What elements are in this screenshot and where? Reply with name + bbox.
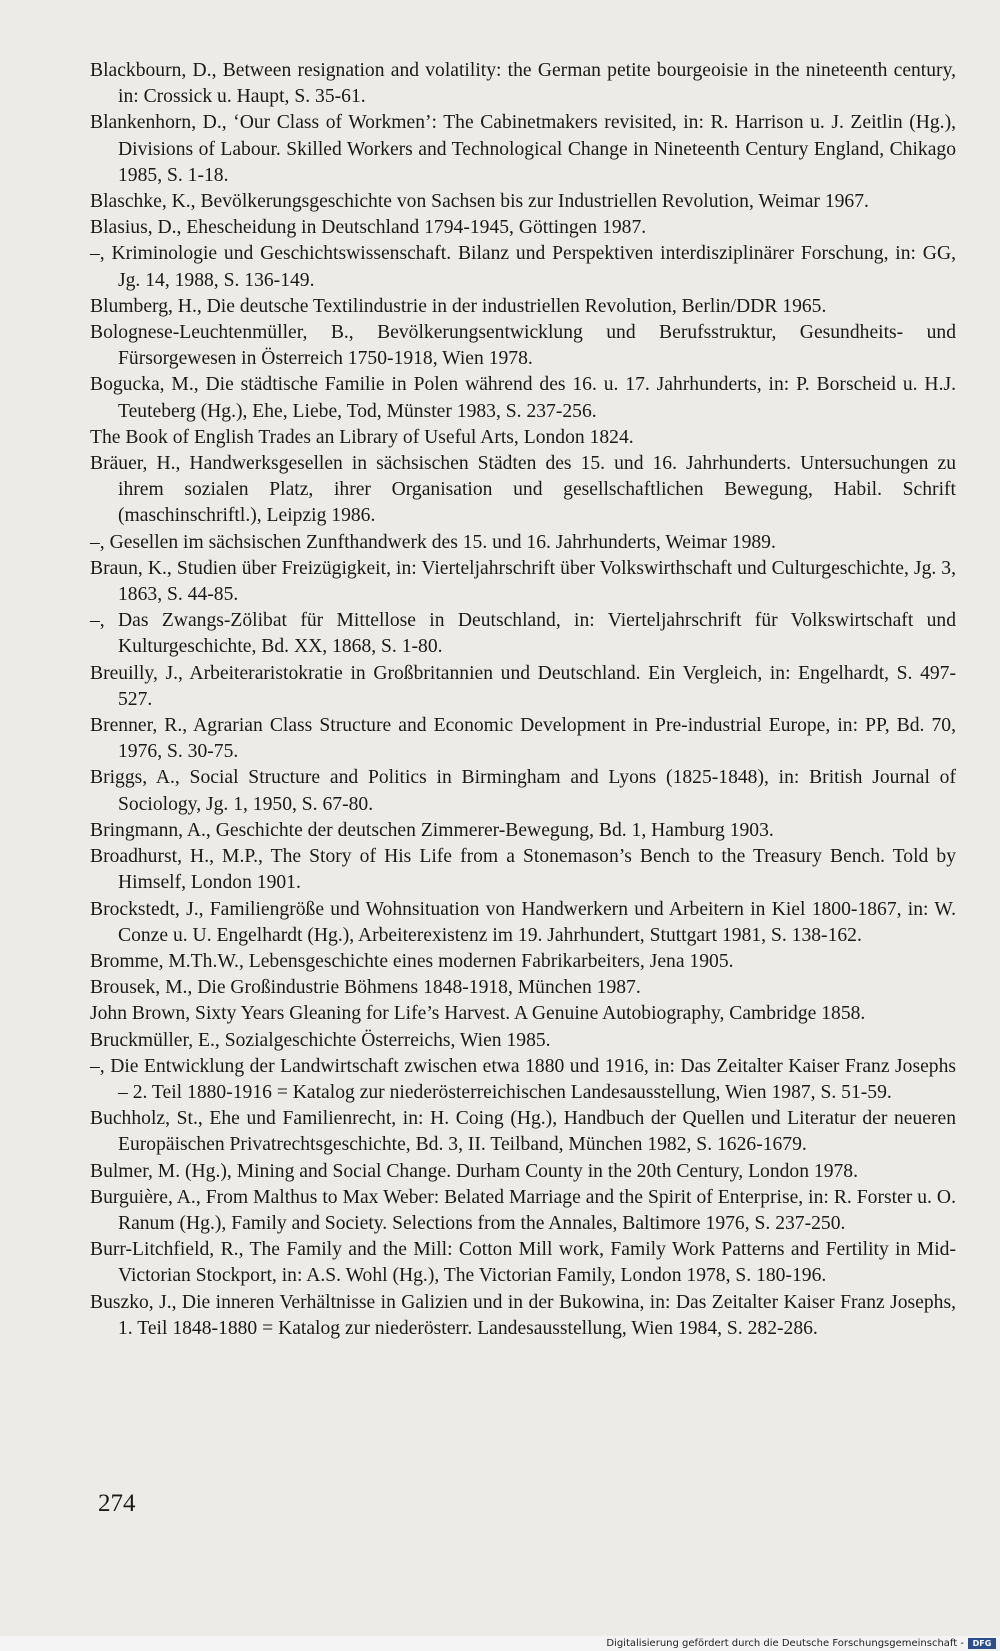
bibliography-entry: Burguière, A., From Malthus to Max Weber: Belated Marriage and the Spirit of Enterprise, in: R. Forster u. O. Ranum (Hg.), Family and Society. Selections from the Annales, Baltimore 1976, S. 237-250. <box>90 1186 956 1234</box>
bibliography-entry: Buszko, J., Die inneren Verhältnisse in Galizien und in der Bukowina, in: Das Zeitalter Kaiser Franz Josephs, 1. Teil 1848-1880 = Katalog zur niederösterr. Landesausstellung, Wien 1984, S. 282-286. <box>90 1291 956 1339</box>
bibliography-list <box>90 58 956 1342</box>
bibliography-entry: Blaschke, K., Bevölkerungsgeschichte von Sachsen bis zur Industriellen Revolution, Weimar 1967. <box>90 191 869 213</box>
bibliography-entry: Breuilly, J., Arbeiteraristokratie in Großbritannien und Deutschland. Ein Vergleich, in: Engelhardt, S. 497-527. <box>90 662 956 710</box>
bibliography-entry: Bräuer, H., Handwerksgesellen in sächsischen Städten des 15. und 16. Jahrhunderts. Untersuchungen zu ihrem sozialen Platz, ihrer Organisation und gesellschaftlichen Bewegung, Habil. Schrift (maschinschriftl.), Leipzig 1986. <box>90 453 956 527</box>
bibliography-entry: Bruckmüller, E., Sozialgeschichte Österreichs, Wien 1985. <box>90 1029 551 1051</box>
bibliography-entry: Briggs, A., Social Structure and Politics in Birmingham and Lyons (1825-1848), in: British Journal of Sociology, Jg. 1, 1950, S. 67-80. <box>90 767 956 815</box>
bibliography-entry: Bringmann, A., Geschichte der deutschen Zimmerer-Bewegung, Bd. 1, Hamburg 1903. <box>90 819 774 841</box>
bibliography-entry: Blasius, D., Ehescheidung in Deutschland 1794-1945, Göttingen 1987. <box>90 217 647 239</box>
footer-credit: Digitalisierung gefördert durch die Deutsche Forschungsgemeinschaft - <box>606 1638 964 1649</box>
bibliography-entry: –, Die Entwicklung der Landwirtschaft zwischen etwa 1880 und 1916, in: Das Zeitalter Kaiser Franz Josephs – 2. Teil 1880-1916 = Katalog zur niederösterreichischen Landesausstellung, Wien 1987, S. 51-59. <box>90 1055 956 1103</box>
bibliography-entry: Bolognese-Leuchtenmüller, B., Bevölkerungsentwicklung und Berufsstruktur, Gesundheits- und Fürsorgewesen in Österreich 1750-1918, Wien 1978. <box>90 322 956 370</box>
bibliography-entry: Buchholz, St., Ehe und Familienrecht, in: H. Coing (Hg.), Handbuch der Quellen und Literatur der neueren Europäischen Privatrechtsgeschichte, Bd. 3, II. Teilband, München 1982, S. 1626-1679. <box>90 1108 956 1156</box>
dfg-logo: DFG <box>968 1638 996 1649</box>
bibliography-entry: –, Gesellen im sächsischen Zunfthandwerk des 15. und 16. Jahrhunderts, Weimar 1989. <box>90 531 776 553</box>
bibliography-entry: Braun, K., Studien über Freizügigkeit, in: Vierteljahrschrift über Volkswirthschaft und Culturgeschichte, Jg. 3, 1863, S. 44-85. <box>90 557 956 606</box>
bibliography-entry: The Book of English Trades an Library of Useful Arts, London 1824. <box>90 426 634 448</box>
bibliography-entry: Bogucka, M., Die städtische Familie in Polen während des 16. u. 17. Jahrhunderts, in: P. Borscheid u. H.J. Teuteberg (Hg.), Ehe, Liebe, Tod, Münster 1983, S. 237-256. <box>90 374 956 422</box>
bibliography-entry: –, Das Zwangs-Zölibat für Mittellose in Deutschland, in: Vierteljahrschrift für Volkswirtschaft und Kulturgeschichte, Bd. XX, 1868, S. 1-80. <box>90 610 956 658</box>
bibliography-entry: Blankenhorn, D., ‘Our Class of Workmen’: The Cabinetmakers revisited, in: R. Harrison u. J. Zeitlin (Hg.), Divisions of Labour. Skilled Workers and Technological Change in Nineteenth Century England, Chikago 1985, S. 1-18. <box>90 112 956 186</box>
bibliography-entry: Bromme, M.Th.W., Lebensgeschichte eines modernen Fabrikarbeiters, Jena 1905. <box>90 950 734 972</box>
bibliography-entry: Brockstedt, J., Familiengröße und Wohnsituation von Handwerkern und Arbeitern in Kiel 1800-1867, in: W. Conze u. U. Engelhardt (Hg.), Arbeiterexistenz im 19. Jahrhundert, Stuttgart 1981, S. 138-162. <box>90 898 956 946</box>
bibliography-entry: Blackbourn, D., Between resignation and volatility: the German petite bourgeoisie in the nineteenth century, in: Crossick u. Haupt, S. 35-61. <box>90 60 956 108</box>
bibliography-entry: Broadhurst, H., M.P., The Story of His Life from a Stonemason’s Bench to the Treasury Bench. Told by Himself, London 1901. <box>90 846 956 894</box>
page-number: 274 <box>98 1490 136 1517</box>
bibliography-entry: Brenner, R., Agrarian Class Structure and Economic Development in Pre-industrial Europe, in: PP, Bd. 70, 1976, S. 30-75. <box>90 715 956 763</box>
bibliography-entry: Brousek, M., Die Großindustrie Böhmens 1848-1918, München 1987. <box>90 977 641 999</box>
bibliography-entry: Bulmer, M. (Hg.), Mining and Social Change. Durham County in the 20th Century, London 1978. <box>90 1160 859 1182</box>
bibliography-entry: –, Kriminologie und Geschichtswissenschaft. Bilanz und Perspektiven interdisziplinärer Forschung, in: GG, Jg. 14, 1988, S. 136-149. <box>90 243 956 291</box>
bibliography-entry: Blumberg, H., Die deutsche Textilindustrie in der industriellen Revolution, Berlin/DDR 1965. <box>90 295 827 317</box>
bibliography-entry: Burr-Litchfield, R., The Family and the Mill: Cotton Mill work, Family Work Patterns and Fertility in Mid-Victorian Stockport, in: A.S. Wohl (Hg.), The Victorian Family, London 1978, S. 180-196. <box>90 1239 956 1287</box>
bibliography-entry: John Brown, Sixty Years Gleaning for Life’s Harvest. A Genuine Autobiography, Cambridge 1858. <box>90 1003 866 1025</box>
